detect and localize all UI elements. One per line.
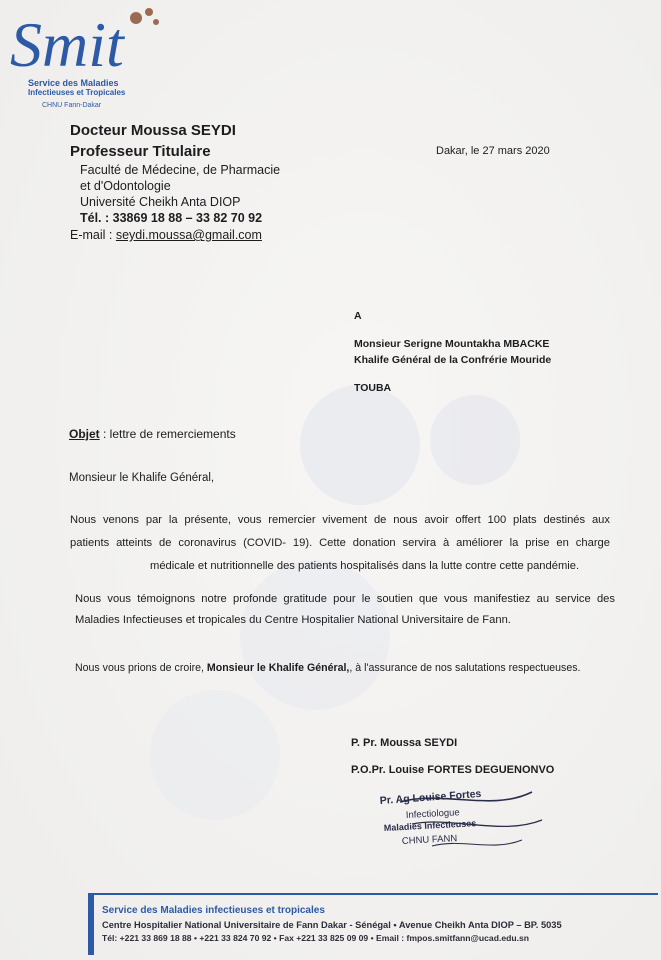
recipient-city: TOUBA	[354, 382, 392, 394]
sender-name: Docteur Moussa SEYDI	[70, 122, 236, 139]
recipient-name: Monsieur Serigne Mountakha MBACKE	[354, 338, 550, 350]
svg-text:Smit: Smit	[10, 9, 124, 80]
logo-line-2: Infectieuses et Tropicales	[28, 88, 126, 97]
paragraph-line: Nous venons par la présente, vous remercier vivement de nous avoir offert 100 plats destinés aux	[70, 514, 610, 526]
footer-accent-bar	[88, 893, 94, 955]
paragraph-2	[75, 589, 615, 631]
watermark-circle	[300, 385, 420, 505]
logo-line-3: CHNU Fann-Dakar	[42, 102, 102, 109]
recipient-prefix: A	[354, 310, 362, 322]
object-label: Objet	[69, 427, 100, 441]
closing-bold: Monsieur le Khalife Général,	[206, 662, 350, 674]
footer-address: Centre Hospitalier National Universitaire de Fann Dakar - Sénégal • Avenue Cheikh Anta DIOP – BP. 5035	[102, 920, 562, 930]
sender-block	[70, 120, 280, 244]
signers-block	[351, 730, 554, 784]
recipient-title: Khalife Général de la Confrérie Mouride	[354, 354, 552, 366]
sender-email-line	[70, 226, 280, 244]
object-line	[69, 427, 236, 441]
recipient-block	[354, 309, 551, 395]
letter-date: Dakar, le 27 mars 2020	[436, 145, 550, 157]
closing-paragraph	[75, 657, 635, 680]
closing-before: Nous vous prions de croire,	[75, 662, 207, 674]
svg-text:Infectiologue: Infectiologue	[405, 807, 460, 821]
closing-after: , à l'assurance de nos salutations respectueuses.	[349, 662, 581, 674]
sender-faculty-1: Faculté de Médecine, de Pharmacie	[80, 163, 281, 177]
paragraph-line: Maladies Infectieuses et tropicales du Centre Hospitalier National Universitaire de Fann.	[75, 614, 511, 626]
sender-title: Professeur Titulaire	[70, 143, 211, 160]
signer-1: P. Pr. Moussa SEYDI	[351, 737, 458, 749]
svg-text:Pr. Ag Louise Fortes: Pr. Ag Louise Fortes	[379, 787, 482, 807]
watermark-circle	[150, 690, 280, 820]
svg-text:Maladies Infectieuses: Maladies Infectieuses	[383, 818, 477, 833]
sender-faculty-2: et d'Odontologie	[80, 179, 171, 193]
sender-university: Université Cheikh Anta DIOP	[80, 195, 241, 209]
svg-text:CHNU FANN: CHNU FANN	[401, 833, 458, 847]
logo-line-1: Service des Maladies	[28, 78, 119, 88]
watermark-circle	[430, 395, 520, 485]
watermark-circle	[240, 560, 390, 710]
footer-rule	[88, 893, 658, 895]
sender-phone: Tél. : 33869 18 88 – 33 82 70 92	[80, 211, 263, 225]
email-link[interactable]: seydi.moussa@gmail.com	[115, 228, 262, 242]
letterhead-footer	[88, 893, 658, 955]
salutation: Monsieur le Khalife Général,	[69, 472, 215, 484]
footer-contacts: Tél: +221 33 869 18 88 • +221 33 824 70 92 • Fax +221 33 825 09 09 • Email : fmpos.smitfann@ucad.edu.sn	[102, 933, 530, 943]
signer-2: P.O.Pr. Louise FORTES DEGUENONVO	[351, 764, 555, 776]
footer-service: Service des Maladies infectieuses et tropicales	[102, 905, 325, 916]
smit-logo	[6, 4, 166, 114]
paragraph-1	[70, 509, 610, 578]
paragraph-line: patients atteints de coronavirus (COVID- 19). Cette donation servira à améliorer la prise en charge	[70, 537, 610, 549]
paragraph-line: médicale et nutritionnelle des patients hospitalisés dans la lutte contre cette pandémie.	[150, 560, 580, 572]
object-text: : lettre de remerciements	[99, 427, 236, 441]
paragraph-line: Nous vous témoignons notre profonde gratitude pour le soutien que vous manifestiez au service des	[75, 593, 615, 605]
smit-logo-mark	[6, 4, 166, 84]
email-label: E-mail :	[70, 228, 116, 242]
signature-stamp	[372, 786, 552, 856]
